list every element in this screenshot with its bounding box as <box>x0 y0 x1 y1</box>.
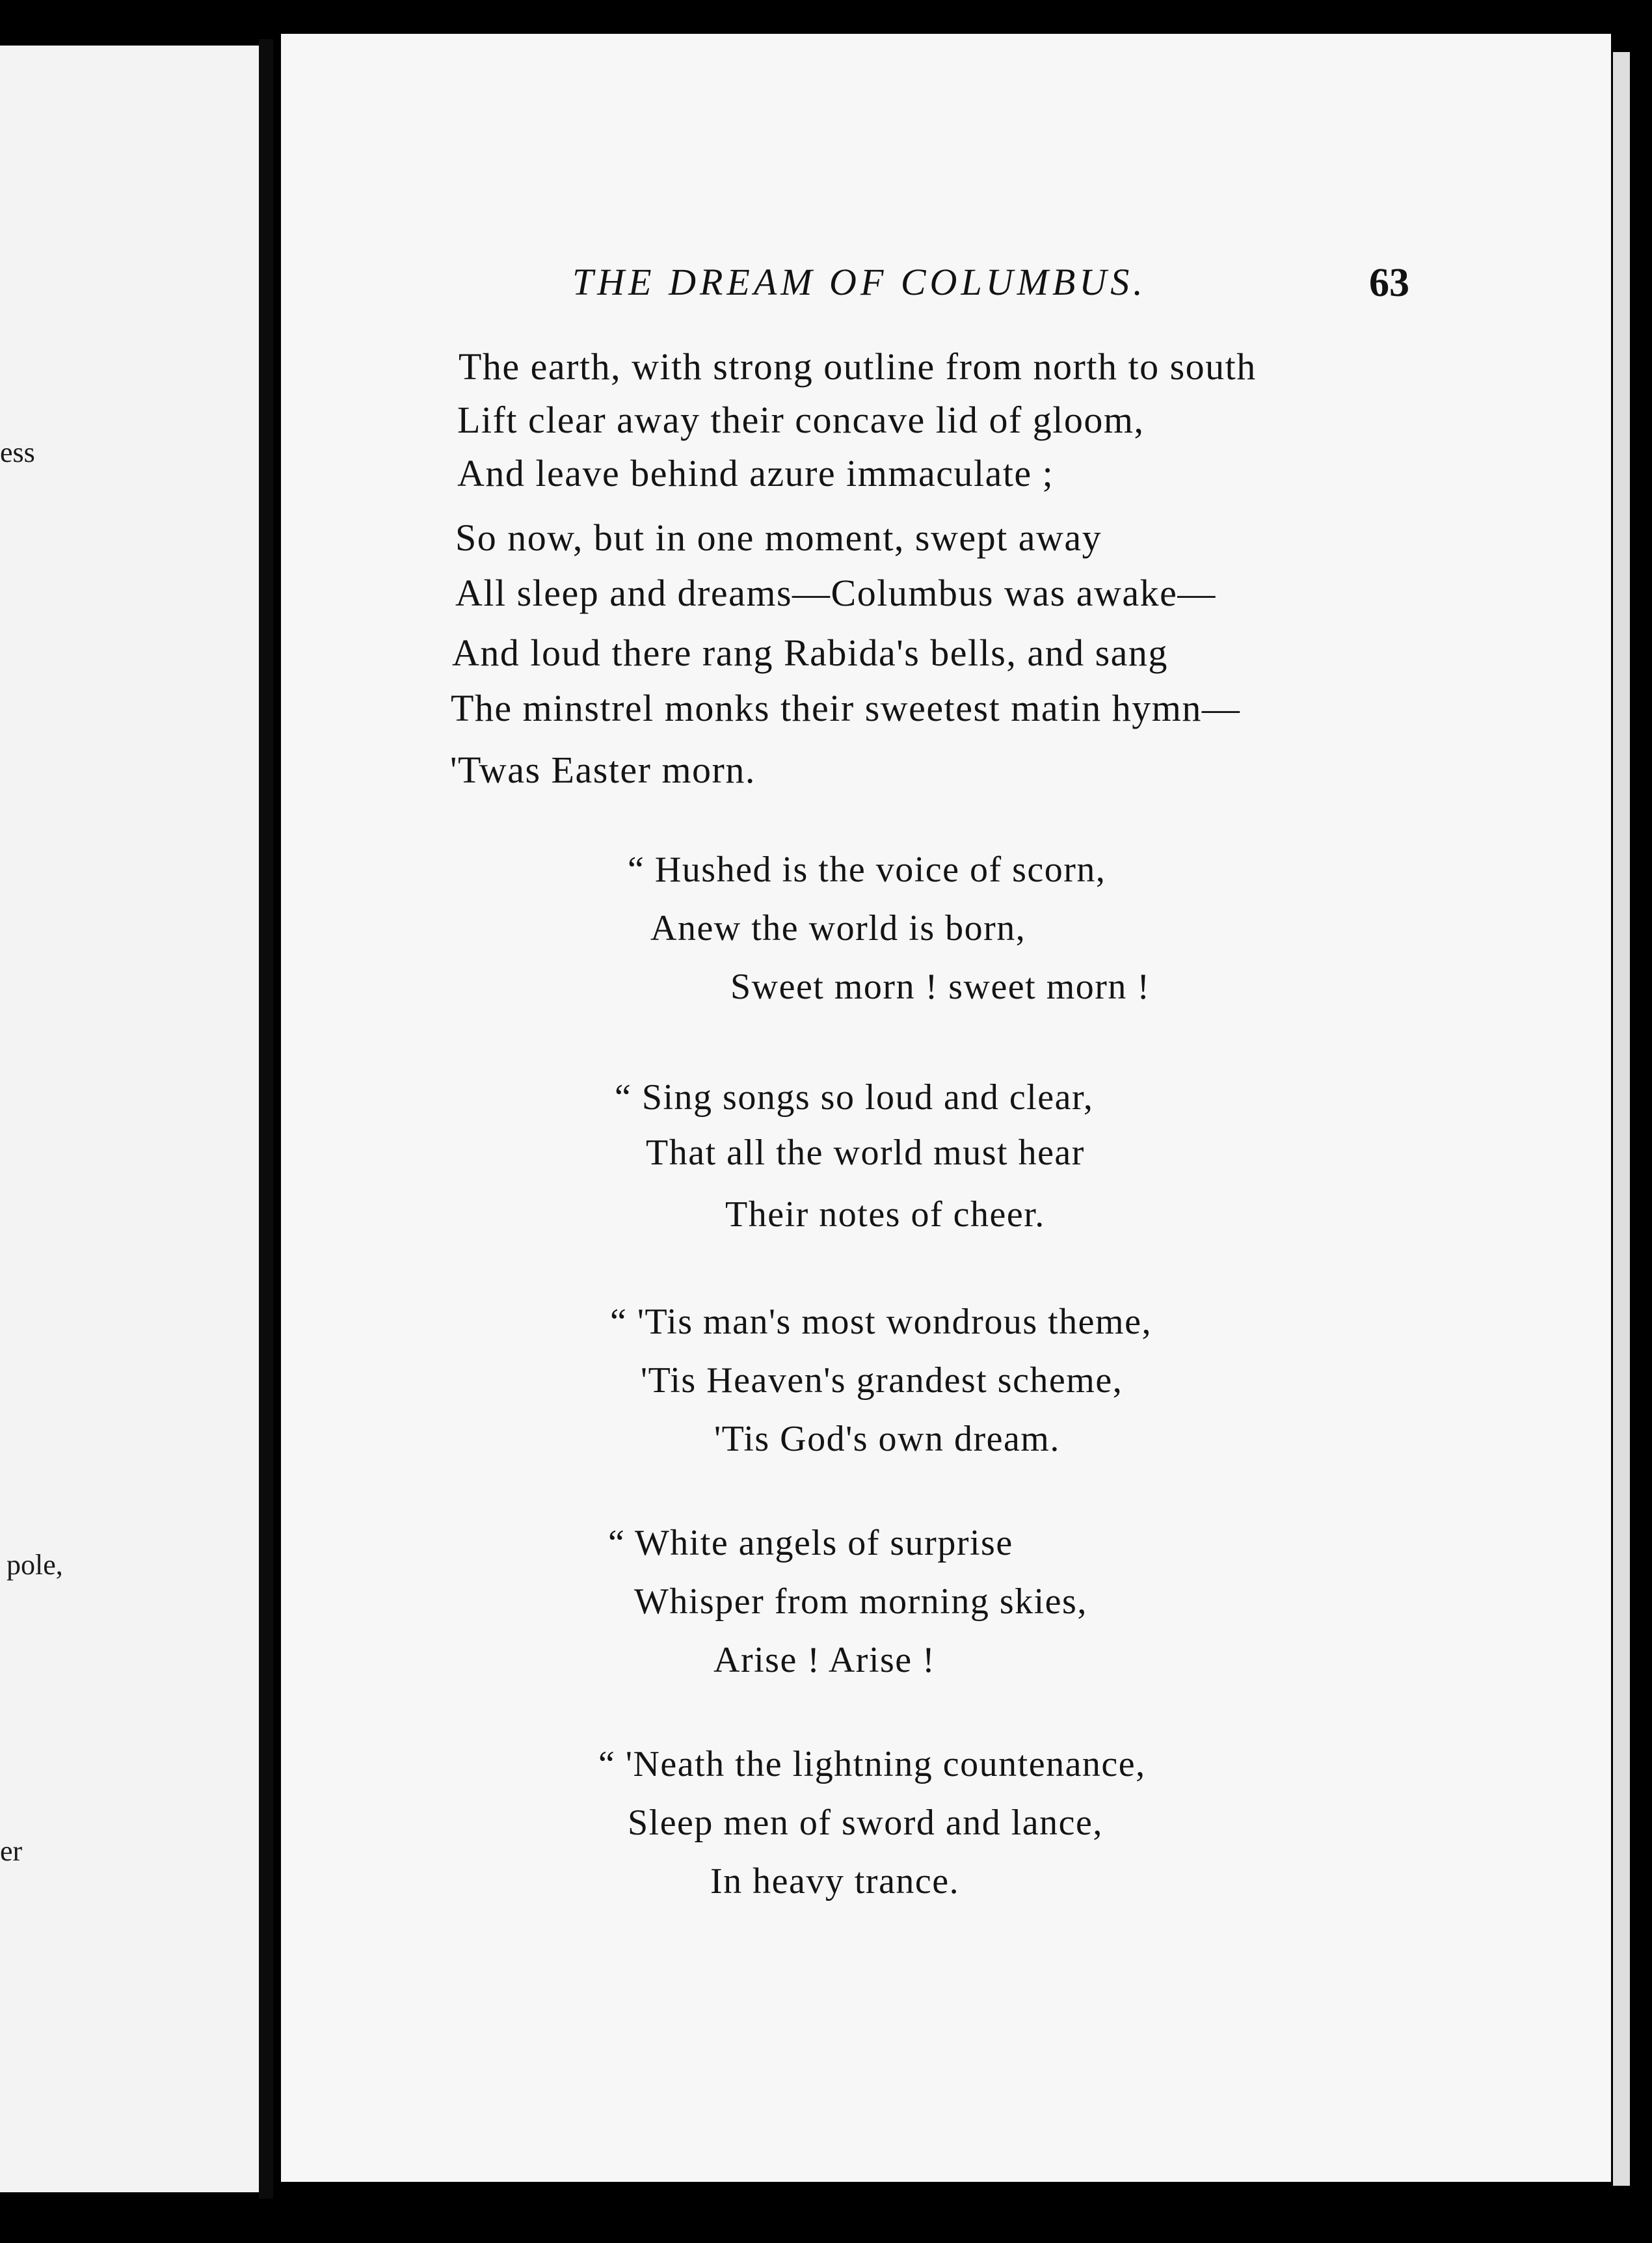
verse-line: So now, but in one moment, swept away <box>455 517 1102 559</box>
stanza-line: Arise ! Arise ! <box>713 1640 936 1680</box>
page-number: 63 <box>1369 261 1409 305</box>
verse-line: And leave behind azure immaculate ; <box>457 452 1054 494</box>
running-head: THE DREAM OF COLUMBUS. <box>572 261 1147 303</box>
page-gutter <box>259 39 273 2199</box>
left-page-fragment: er <box>0 1835 23 1867</box>
stanza-line: “ Sing songs so loud and clear, <box>615 1077 1094 1118</box>
stanza-line: 'Tis Heaven's grandest scheme, <box>641 1360 1123 1401</box>
stanza-line: “ 'Neath the lightning countenance, <box>598 1744 1146 1784</box>
page-edge <box>1613 52 1630 2186</box>
left-page-fragment: ess <box>0 437 35 468</box>
verse-line: All sleep and dreams—Columbus was awake— <box>455 572 1216 614</box>
stanza-line: That all the world must hear <box>646 1133 1085 1173</box>
verse-line: The earth, with strong outline from north to south <box>459 345 1257 388</box>
stanza-line: In heavy trance. <box>710 1861 960 1901</box>
left-page-fragment: pole, <box>7 1549 63 1581</box>
left-page <box>0 46 259 2192</box>
stanza-line: 'Tis God's own dream. <box>714 1419 1060 1459</box>
stanza-line: “ White angels of surprise <box>608 1523 1013 1563</box>
stanza-line: Their notes of cheer. <box>725 1194 1045 1235</box>
verse-line: The minstrel monks their sweetest matin hymn— <box>451 687 1241 729</box>
verse-line: And loud there rang Rabida's bells, and sang <box>452 632 1168 674</box>
verse-line: 'Twas Easter morn. <box>450 749 756 791</box>
stanza-line: Whisper from morning skies, <box>634 1581 1087 1622</box>
stanza-line: Sleep men of sword and lance, <box>628 1803 1103 1843</box>
verse-line: Lift clear away their concave lid of gloom, <box>457 399 1145 441</box>
stanza-line: Sweet morn ! sweet morn ! <box>730 967 1151 1007</box>
stanza-line: “ Hushed is the voice of scorn, <box>628 850 1106 890</box>
stanza-line: “ 'Tis man's most wondrous theme, <box>610 1302 1152 1342</box>
stanza-line: Anew the world is born, <box>650 908 1026 948</box>
